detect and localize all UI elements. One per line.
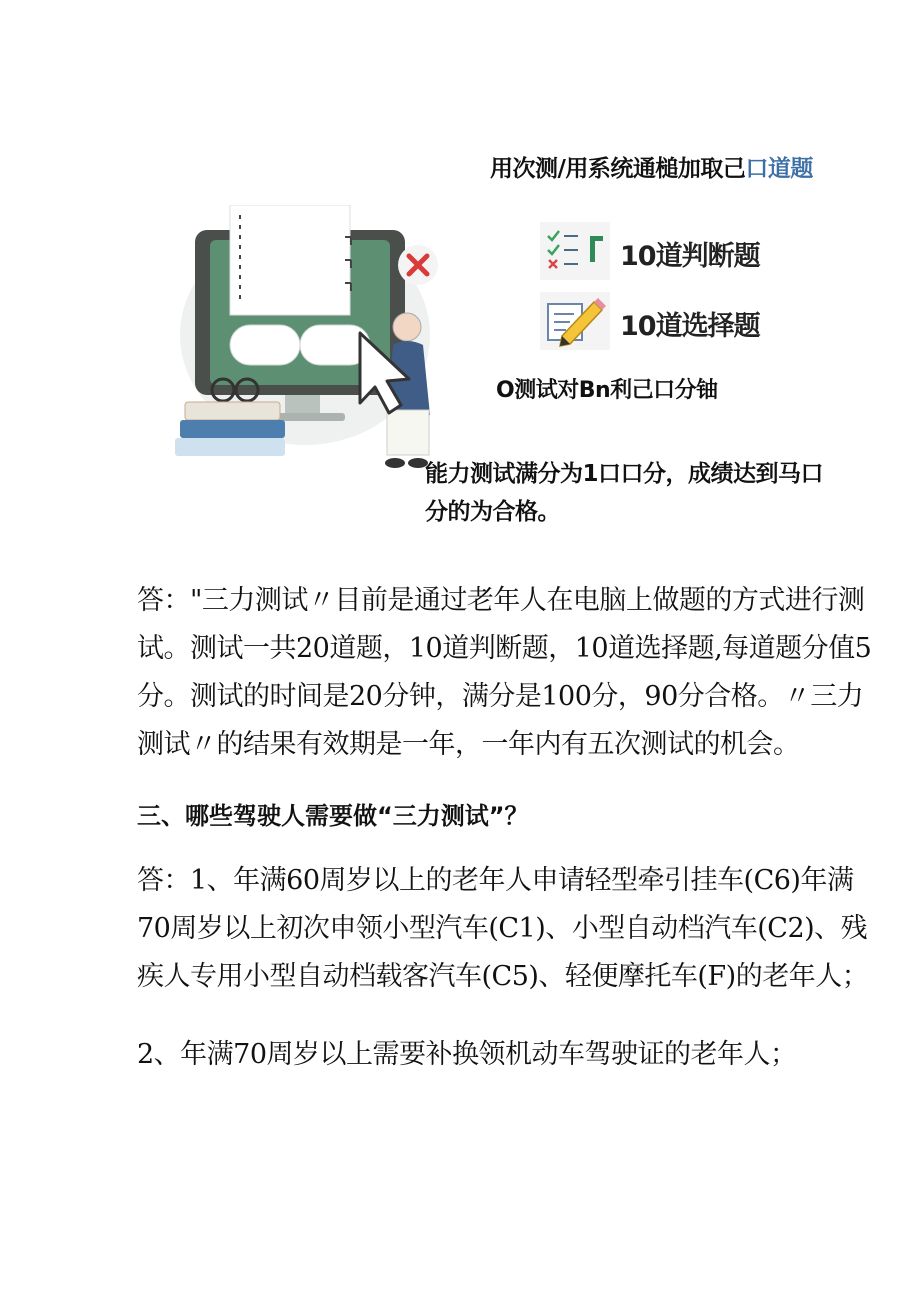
item-label: 10道选择题: [620, 311, 760, 342]
infographic-heading: [490, 150, 813, 183]
answer-paragraph-1: 答："三力测试〃目前是通过老年人在电脑上做题的方式进行测试。测试一共20道题，10道判断题，10道选择题,每道题分值5分。测试的时间是20分钟，满分是100分，90分合格。〃三力测试〃的结果有效期是一年，一年内有五次测试的机会。: [137, 585, 872, 760]
answer-paragraph-3-2: 2、年满70周岁以上需要补换领机动车驾驶证的老年人；: [137, 1039, 797, 1070]
item-multiple-choice-questions: [540, 292, 790, 350]
answer-paragraph-3-1: 答：1、年满60周岁以上的老年人申请轻型牵引挂车(C6)年满70周岁以上初次申领小型汽车(C1)、小型自动档汽车(C2)、残疾人专用小型自动档载客汽车(C5)、轻便摩托车(F)的老年人；: [137, 865, 869, 992]
item-label: 10道判断题: [620, 241, 760, 272]
score-requirement-text: 能力测试满分为1口口分，成绩达到马口分的为合格。: [425, 461, 824, 525]
section-title-3: 三、哪些驾驶人需要做“三力测试”？: [137, 802, 529, 830]
infographic-heading-main: 用次测/用系统通槌加取己: [490, 156, 746, 182]
test-time-text: O测试对Bn利己口分铀: [496, 378, 718, 403]
checklist-icon: [540, 222, 610, 280]
item-true-false-questions: [540, 222, 790, 280]
pencil-edit-icon: [540, 292, 610, 350]
computer-test-illustration: [175, 205, 455, 475]
infographic-heading-accent: 口道题: [745, 156, 813, 182]
